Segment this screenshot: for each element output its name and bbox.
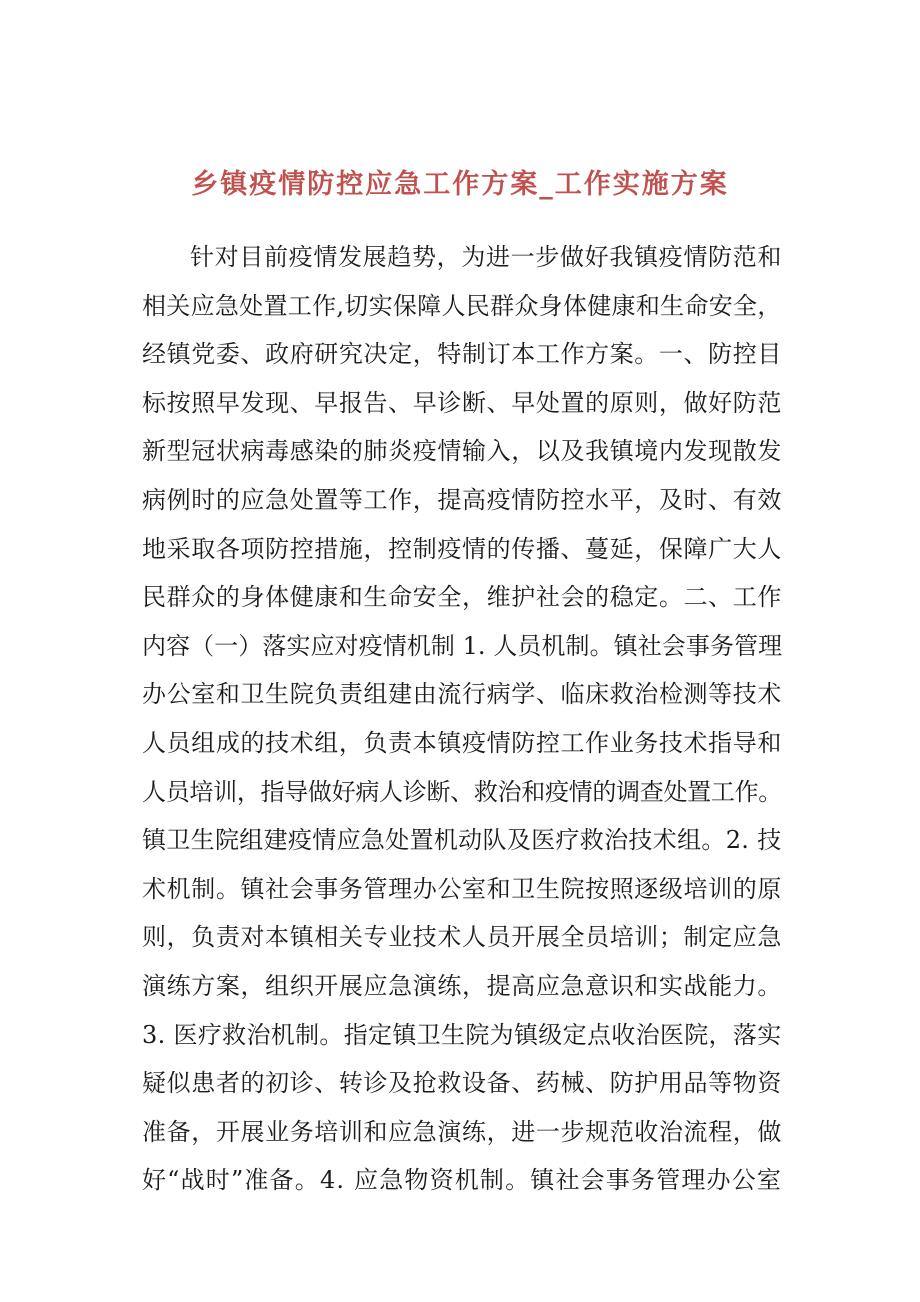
body-line: 办公室和卫生院负责组建由流行病学、临床救治检测等技术 xyxy=(142,680,782,709)
body-line: 民群众的身体健康和生命安全，维护社会的稳定。二、工作 xyxy=(142,583,782,612)
document-body xyxy=(142,233,782,1205)
body-line: 地采取各项防控措施，控制疫情的传播、蔓延，保障广大人 xyxy=(142,534,782,563)
body-line: 演练方案，组织开展应急演练，提高应急意识和实战能力。 xyxy=(142,971,782,1000)
body-line: 准备，开展业务培训和应急演练，进一步规范收治流程，做 xyxy=(142,1117,782,1146)
body-line: 针对目前疫情发展趋势，为进一步做好我镇疫情防范和 xyxy=(190,243,782,271)
body-line: 术机制。镇社会事务管理办公室和卫生院按照逐级培训的原 xyxy=(142,874,782,903)
body-line: 经镇党委、政府研究决定，特制订本工作方案。一、防控目 xyxy=(142,340,782,369)
body-line: 标按照早发现、早报告、早诊断、早处置的原则，做好防范 xyxy=(142,388,782,417)
body-line: 则，负责对本镇相关专业技术人员开展全员培训；制定应急 xyxy=(142,923,782,952)
body-line: 病例时的应急处置等工作，提高疫情防控水平，及时、有效 xyxy=(142,485,782,514)
body-line: 3. 医疗救治机制。指定镇卫生院为镇级定点收治医院，落实 xyxy=(142,1020,782,1049)
body-line: 新型冠状病毒感染的肺炎疫情输入，以及我镇境内发现散发 xyxy=(142,437,782,466)
body-line: 好“战时”准备。4. 应急物资机制。镇社会事务管理办公室 xyxy=(142,1166,783,1195)
body-line: 镇卫生院组建疫情应急处置机动队及医疗救治技术组。2. 技 xyxy=(142,826,782,855)
body-line: 人员培训，指导做好病人诊断、救治和疫情的调查处置工作。 xyxy=(142,777,782,806)
body-line: 相关应急处置工作,切实保障人民群众身体健康和生命安全， xyxy=(142,291,782,320)
body-line: 疑似患者的初诊、转诊及抢救设备、药械、防护用品等物资 xyxy=(142,1069,782,1098)
body-line: 内容（一）落实应对疫情机制 1. 人员机制。镇社会事务管理 xyxy=(142,631,783,660)
document-title: 乡镇疫情防控应急工作方案_工作实施方案 xyxy=(191,169,729,200)
body-line: 人员组成的技术组，负责本镇疫情防控工作业务技术指导和 xyxy=(142,728,782,757)
